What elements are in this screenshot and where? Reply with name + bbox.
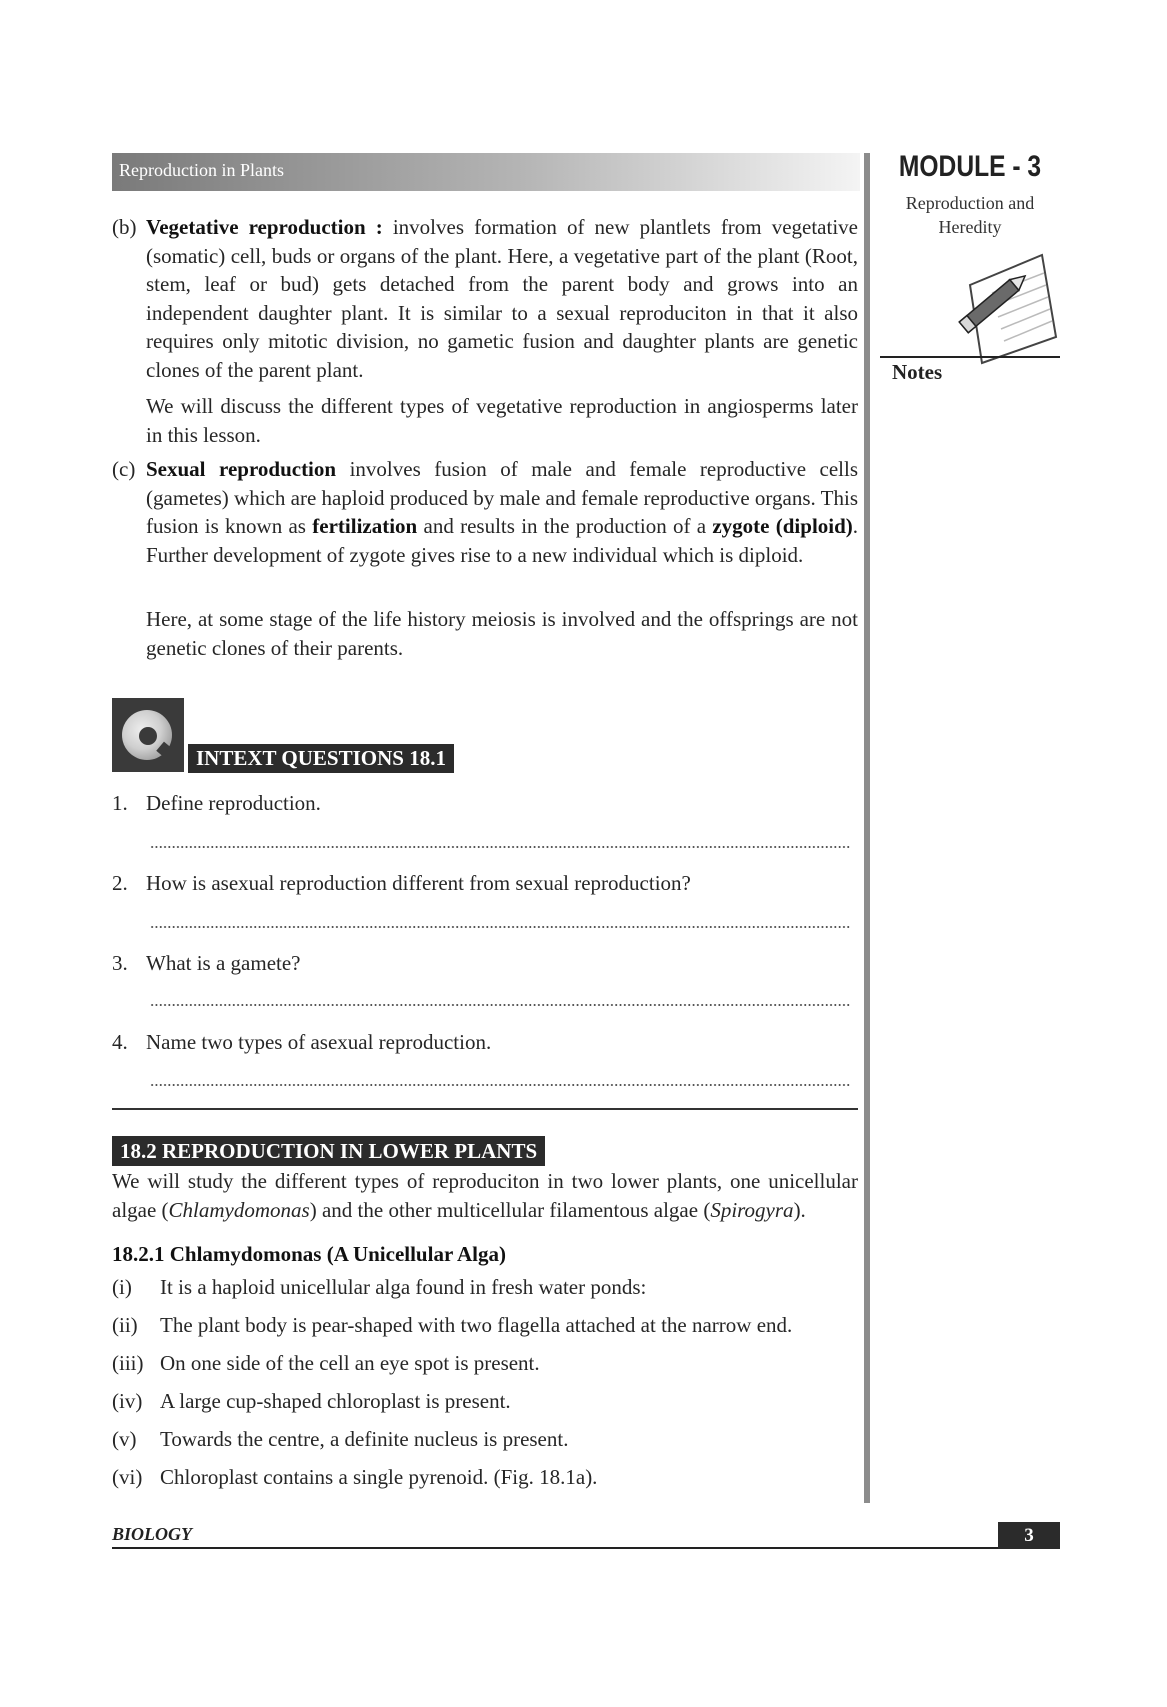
- list-item: The plant body is pear-shaped with two flagella attached at the narrow end.: [160, 1313, 793, 1337]
- question-icon: [112, 698, 184, 772]
- question-text: Define reproduction.: [146, 791, 321, 815]
- notes-label: Notes: [892, 360, 943, 384]
- margin-divider: [864, 153, 870, 1503]
- answer-line: [150, 1084, 850, 1086]
- question-number: 2.: [112, 871, 128, 895]
- list-item-label: (iii): [112, 1351, 144, 1375]
- vegetative-followup: We will discuss the different types of vegetative reproduction in angiosperms later in this lesson.: [146, 394, 858, 447]
- question-text: What is a gamete?: [146, 951, 301, 975]
- list-item: Towards the centre, a definite nucleus is present.: [160, 1427, 569, 1451]
- list-item: It is a haploid unicellular alga found in fresh water ponds:: [160, 1275, 647, 1299]
- list-item: A large cup-shaped chloroplast is present.: [160, 1389, 511, 1413]
- answer-line: [150, 1004, 850, 1006]
- list-item: On one side of the cell an eye spot is present.: [160, 1351, 540, 1375]
- sexual-reproduction-paragraph: [146, 455, 858, 569]
- question-text: Name two types of asexual reproduction.: [146, 1030, 492, 1054]
- notes-pencil-icon: [952, 245, 1060, 365]
- answer-line: [150, 846, 850, 848]
- list-item-label: (ii): [112, 1313, 138, 1337]
- list-item-label: (iv): [112, 1389, 143, 1413]
- footer-rule: [112, 1547, 1060, 1549]
- list-item: Chloroplast contains a single pyrenoid. (Fig. 18.1a).: [160, 1465, 598, 1489]
- item-label-c: (c): [112, 457, 136, 481]
- sexual-text-3: . Further development of zygote gives rise to a new individual which is diploid.: [146, 514, 859, 567]
- question-number: 1.: [112, 791, 128, 815]
- intro-text-3: ).: [793, 1197, 806, 1222]
- item-label-b: (b): [112, 215, 137, 239]
- list-item-label: (v): [112, 1427, 137, 1451]
- intext-questions-title: INTEXT QUESTIONS 18.1: [188, 744, 454, 773]
- section-18-2-intro: [112, 1167, 858, 1224]
- section-18-2-title: 18.2 REPRODUCTION IN LOWER PLANTS: [112, 1136, 545, 1166]
- sexual-text-2: and results in the production of a: [423, 514, 707, 539]
- module-subtitle-line1: Reproduction and: [905, 193, 1035, 213]
- vegetative-reproduction-text: involves formation of new plantlets from vegetative (somatic) cell, buds or organs of the plant. Here, a vegetative part of the plant (Root, stem, leaf or bud) gets detached from the parent body and grows into an independent daughter plant. It is similar to a sexual reproduciton in that it also requires only mitotic division, no gametic fusion and daughter plants are genetic clones of the parent plant.: [146, 215, 858, 382]
- intro-text-2: ) and the other multicellular filamentous algae (: [309, 1197, 711, 1222]
- term-fertilization: fertilization: [312, 514, 418, 539]
- section-rule: [112, 1108, 858, 1110]
- running-title: Reproduction in Plants: [119, 160, 284, 180]
- chlamydomonas-term: Chlamydomonas: [168, 1197, 310, 1222]
- module-title: MODULE - 3: [898, 150, 1042, 183]
- intro-text-1: We will study the different types of reproduciton in two lower plants, one unicellular algae (: [112, 1169, 858, 1222]
- subsection-title: 18.2.1 Chlamydomonas (A Unicellular Alga): [112, 1242, 506, 1266]
- vegetative-reproduction-paragraph: [146, 213, 858, 385]
- term-zygote: zygote (diploid): [712, 514, 853, 539]
- module-subtitle-line2: Heredity: [938, 217, 1002, 237]
- spirogyra-term: Spirogyra: [710, 1197, 794, 1222]
- notes-rule: [880, 356, 1060, 358]
- module-subtitle: [882, 191, 1058, 239]
- term-sexual-reproduction: Sexual reproduction: [146, 457, 337, 481]
- footer-subject: BIOLOGY: [112, 1524, 192, 1544]
- question-number: 3.: [112, 951, 128, 975]
- term-vegetative-reproduction: Vegetative reproduction :: [146, 215, 383, 239]
- answer-line: [150, 926, 850, 928]
- list-item-label: (vi): [112, 1465, 143, 1489]
- list-item-label: (i): [112, 1275, 132, 1299]
- sexual-text-1: involves fusion of male and female reproductive cells (gametes) which are haploid produced by male and female reproductive organs. This fusion is known as: [146, 457, 859, 539]
- question-number: 4.: [112, 1030, 128, 1054]
- running-header: [112, 153, 860, 191]
- sexual-followup: Here, at some stage of the life history meiosis is involved and the offsprings are not genetic clones of their parents.: [146, 607, 858, 660]
- page-number: 3: [998, 1522, 1060, 1549]
- question-text: How is asexual reproduction different from sexual reproduction?: [146, 871, 691, 895]
